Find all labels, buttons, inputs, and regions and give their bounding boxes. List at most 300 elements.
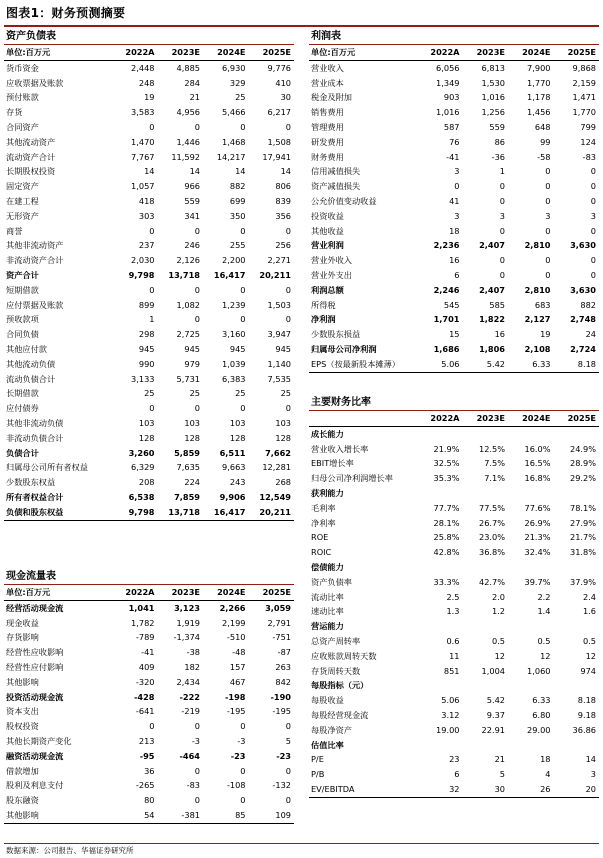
section-header-row (309, 426, 599, 441)
cell-value: 248 (138, 77, 155, 88)
table-row (4, 150, 294, 165)
income-statement-table (309, 45, 599, 373)
cell-value: 1,782 (131, 617, 155, 628)
cell-value: -38 (186, 647, 200, 658)
cell-value: 78.1% (569, 502, 596, 513)
cell-value: 842 (275, 676, 291, 687)
cell-value: 974 (580, 665, 596, 676)
cell-value: 21.7% (569, 532, 596, 543)
table-row (309, 238, 599, 253)
header-year: 2025E (249, 45, 295, 60)
cell-value: 1,082 (176, 299, 200, 310)
cell-value: 0 (240, 795, 246, 806)
cell-value: 9,776 (267, 62, 291, 73)
row-label: 流动比率 (311, 591, 344, 602)
cell-value: 7,535 (267, 373, 291, 384)
cell-value: 0 (149, 121, 155, 132)
cell-value: 30 (463, 782, 509, 797)
cell-value (463, 619, 509, 634)
row-label: 存货影响 (6, 632, 39, 643)
cell-value: 0 (149, 225, 155, 236)
row-label: 长期借款 (6, 388, 39, 399)
cell-value: 799 (580, 121, 596, 132)
cell-value: 11,592 (171, 151, 200, 162)
table-row (309, 708, 599, 723)
cell-value: 7,859 (174, 491, 200, 502)
table-row (4, 179, 294, 194)
cell-value: 32.4% (524, 547, 551, 558)
cell-value: 0 (194, 284, 200, 295)
section-header-row (309, 560, 599, 575)
cell-value: 17,941 (262, 151, 291, 162)
cell-value: 6,511 (219, 447, 246, 458)
row-label: 研发费用 (311, 136, 344, 147)
income-statement-title: 利润表 (311, 31, 341, 42)
table-row (4, 268, 294, 283)
table-row (4, 446, 294, 461)
table-row (309, 516, 599, 531)
cell-value: 23 (449, 754, 460, 765)
section-header-row (309, 486, 599, 501)
row-label: 每股收益 (311, 695, 344, 706)
row-label: 营运能力 (311, 621, 344, 632)
cell-value: 255 (229, 240, 246, 251)
cash-flow-panel (4, 570, 294, 824)
cell-value: 6,930 (222, 62, 246, 73)
cell-value: 587 (443, 121, 460, 132)
cell-value: 7.1% (484, 473, 505, 484)
cell-value: 350 (229, 210, 246, 221)
cell-value: 3.12 (441, 709, 460, 720)
cell-value: 3,947 (267, 329, 291, 340)
row-label: 资产减值损失 (311, 181, 361, 192)
cell-value: 33.3% (433, 576, 460, 587)
table-row (309, 649, 599, 664)
table-row (309, 634, 599, 649)
cell-value: 28.9% (569, 458, 596, 469)
cell-value: -198 (225, 691, 246, 702)
row-label: 营业外收入 (311, 255, 352, 266)
row-label: 利润总额 (311, 284, 344, 295)
cell-value: 1,470 (131, 136, 155, 147)
row-label: 毛利率 (311, 502, 336, 513)
cell-value: 2.2 (537, 591, 551, 602)
header-year: 2025E (249, 585, 295, 600)
cell-value: 7.5% (484, 458, 505, 469)
cell-value: 699 (229, 195, 246, 206)
row-label: 合同资产 (6, 121, 39, 132)
row-label: 股利及利息支付 (6, 780, 64, 791)
table-row (4, 675, 294, 690)
cell-value: -3 (191, 735, 200, 746)
cell-value: -464 (179, 750, 200, 761)
table-header-row (4, 585, 294, 600)
cell-value: 2,407 (479, 284, 505, 295)
row-label: 其他长期资产变化 (6, 735, 72, 746)
header-year: 2024E (203, 45, 249, 60)
cell-value (417, 678, 463, 693)
table-row (4, 298, 294, 313)
row-label: 经营性应付影响 (6, 661, 64, 672)
cell-value: -381 (158, 808, 204, 823)
header-year: 2024E (508, 411, 554, 426)
cell-value: 1,256 (481, 107, 505, 118)
cell-value: 0 (240, 765, 246, 776)
cell-value: 303 (138, 210, 155, 221)
cell-value: 1,471 (572, 92, 596, 103)
cell-value: 0 (240, 314, 246, 325)
cell-value: 54 (112, 808, 158, 823)
row-label: 投资活动现金流 (6, 691, 64, 702)
table-row (4, 616, 294, 631)
cell-value: -108 (226, 780, 246, 791)
cell-value: 0 (499, 255, 505, 266)
cell-value: 76 (449, 136, 460, 147)
table-row (309, 150, 599, 165)
table-row (309, 90, 599, 105)
cell-value: 41 (449, 195, 460, 206)
cell-value: 0 (590, 225, 596, 236)
cell-value: 128 (275, 432, 291, 443)
row-label: 其他收益 (311, 225, 344, 236)
row-label: 非流动负债合计 (6, 432, 64, 443)
cell-value: 237 (138, 240, 155, 251)
row-label: 无形资产 (6, 210, 39, 221)
table-row (4, 505, 294, 520)
cell-value: 0 (545, 195, 551, 206)
row-label: 获利能力 (311, 487, 344, 498)
row-label: P/B (311, 769, 325, 780)
row-label: ROIC (311, 547, 332, 558)
table-row (4, 401, 294, 416)
cell-value: 77.7% (433, 502, 460, 513)
row-label: 其他流动资产 (6, 136, 56, 147)
cell-value: 0 (149, 284, 155, 295)
cell-value: 0 (285, 765, 291, 776)
cell-value: 2,810 (524, 284, 551, 295)
cell-value: 0 (194, 225, 200, 236)
cell-value: 18 (449, 225, 460, 236)
header-year: 2023E (158, 585, 204, 600)
cell-value: 3,260 (128, 447, 155, 458)
cell-value: 21.9% (433, 443, 460, 454)
cell-value: 839 (275, 195, 291, 206)
cell-value: 20,211 (249, 505, 295, 520)
cell-value: 945 (184, 343, 200, 354)
cell-value: 18 (540, 754, 551, 765)
cell-value (463, 486, 509, 501)
cell-value: 7,635 (176, 462, 200, 473)
cell-value: 2.0 (491, 591, 505, 602)
cell-value: 1,806 (479, 343, 505, 354)
cell-value: 29.00 (527, 724, 551, 735)
cell-value: 3,123 (174, 602, 200, 613)
cell-value: 0 (499, 181, 505, 192)
table-row (4, 135, 294, 150)
cell-value (463, 560, 509, 575)
income-statement-panel (309, 30, 599, 373)
table-row (309, 253, 599, 268)
header-unit-label: 单位:百万元 (309, 45, 417, 60)
cash-flow-table (4, 585, 294, 824)
cell-value: -751 (272, 632, 291, 643)
row-label: 投资收益 (311, 210, 344, 221)
cell-value: 5,466 (222, 107, 246, 118)
cell-value: 851 (443, 665, 460, 676)
cell-value (417, 560, 463, 575)
table-row (309, 782, 599, 797)
table-row (309, 693, 599, 708)
cell-value: 1,060 (527, 665, 551, 676)
table-row (4, 164, 294, 179)
cell-value: -83 (582, 151, 596, 162)
row-label: 资本支出 (6, 706, 39, 717)
cell-value: 85 (203, 808, 249, 823)
cell-value: 6.33 (532, 695, 551, 706)
row-label: 存货 (6, 107, 23, 118)
cell-value: 25 (235, 92, 246, 103)
row-label: 合同负债 (6, 329, 39, 340)
cell-value (508, 426, 554, 441)
cash-flow-title: 现金流量表 (6, 571, 56, 582)
cell-value: 2,266 (219, 602, 246, 613)
row-label: 经营性应收影响 (6, 647, 64, 658)
cell-value: -48 (232, 647, 246, 658)
cell-value: 5 (499, 769, 505, 780)
cell-value: 1,770 (527, 77, 551, 88)
row-label: 少数股东损益 (311, 329, 361, 340)
table-row (309, 456, 599, 471)
section-header-row (309, 678, 599, 693)
cell-value: 128 (229, 432, 246, 443)
cell-value: 16,417 (213, 269, 246, 280)
cell-value: 243 (229, 477, 246, 488)
cell-value (463, 426, 509, 441)
ratios-table (309, 411, 599, 798)
cell-value: 0 (590, 181, 596, 192)
cell-value: 99 (540, 136, 551, 147)
header-year: 2023E (463, 411, 509, 426)
table-row (4, 793, 294, 808)
row-label: 营业收入 (311, 62, 344, 73)
table-row (309, 723, 599, 738)
table-row (4, 386, 294, 401)
cell-value: 12,549 (259, 491, 291, 502)
table-row (309, 209, 599, 224)
header-year: 2024E (203, 585, 249, 600)
cell-value: 28.1% (433, 517, 460, 528)
cell-value: 0 (590, 166, 596, 177)
cell-value: 0 (499, 269, 505, 280)
cell-value: -41 (141, 647, 155, 658)
cell-value: 882 (580, 299, 596, 310)
cell-value: 1.2 (491, 606, 505, 617)
cell-value: 0 (240, 403, 246, 414)
cell-value: 12.5% (478, 443, 505, 454)
cell-value: 109 (249, 808, 295, 823)
cell-value (417, 619, 463, 634)
cell-value: -41 (446, 151, 460, 162)
cell-value: 0 (545, 255, 551, 266)
row-label: 现金收益 (6, 617, 39, 628)
row-label: 所有者权益合计 (6, 491, 64, 502)
cell-value: 298 (138, 329, 155, 340)
cell-value: 945 (229, 343, 246, 354)
row-label: 长期股权投资 (6, 166, 56, 177)
cell-value: 1,701 (433, 314, 460, 325)
cell-value: 990 (138, 358, 155, 369)
row-label: 信用减值损失 (311, 166, 361, 177)
cell-value: 1,919 (176, 617, 200, 628)
cell-value: 1,178 (527, 92, 551, 103)
cell-value: 1,041 (128, 602, 155, 613)
cell-value: 4,956 (176, 107, 200, 118)
cell-value: -3 (237, 735, 246, 746)
cell-value: 19 (144, 92, 155, 103)
cell-value: 1,503 (267, 299, 291, 310)
cell-value: 21 (494, 754, 505, 765)
row-label: 营业利润 (311, 240, 344, 251)
header-year: 2022A (112, 585, 158, 600)
cell-value: 7,767 (131, 151, 155, 162)
cell-value: 0 (285, 121, 291, 132)
table-row (309, 312, 599, 327)
cell-value: 24 (585, 329, 596, 340)
cell-value: 25 (189, 388, 200, 399)
cell-value: 21 (189, 92, 200, 103)
cell-value: 4,885 (176, 62, 200, 73)
cell-value: 36.86 (572, 724, 596, 735)
cell-value (463, 738, 509, 753)
cell-value: 0 (285, 403, 291, 414)
row-label: 所得税 (311, 299, 336, 310)
cell-value: 1.4 (537, 606, 551, 617)
cell-value: 559 (489, 121, 505, 132)
cell-value: 6,813 (481, 62, 505, 73)
cell-value: 8.18 (554, 357, 600, 372)
cell-value: 6 (454, 769, 460, 780)
row-label: 净利润 (311, 314, 336, 325)
row-label: 负债和股东权益 (4, 505, 112, 520)
table-row (4, 90, 294, 105)
row-label: 存货周转天数 (311, 665, 361, 676)
cell-value: 182 (184, 661, 200, 672)
header-year: 2022A (417, 45, 463, 60)
table-row (309, 442, 599, 457)
cell-value: 2,271 (267, 255, 291, 266)
table-row (4, 600, 294, 615)
cell-value: 1.6 (582, 606, 596, 617)
cell-value: 14,217 (216, 151, 246, 162)
cell-value: 103 (184, 417, 200, 428)
row-label: 预收款项 (6, 314, 39, 325)
table-row (309, 224, 599, 239)
table-row (309, 664, 599, 679)
table-row (4, 209, 294, 224)
table-row (309, 767, 599, 782)
row-label: P/E (311, 754, 324, 765)
cell-value: 3 (454, 210, 460, 221)
cell-value: 410 (275, 77, 291, 88)
cell-value: 0.5 (582, 635, 596, 646)
cell-value: 0 (240, 225, 246, 236)
cell-value: 806 (275, 181, 291, 192)
row-label: 经营活动现金流 (6, 602, 64, 613)
cell-value: 16.5% (524, 458, 551, 469)
cell-value: 6.33 (508, 357, 554, 372)
row-label: 净利率 (311, 517, 336, 528)
row-label: 财务费用 (311, 151, 344, 162)
cell-value: 1,016 (436, 107, 460, 118)
cell-value: 329 (229, 77, 246, 88)
table-row (4, 238, 294, 253)
cell-value: 0 (240, 121, 246, 132)
cell-value: 39.7% (524, 576, 551, 587)
cell-value: 0 (194, 795, 200, 806)
cell-value: 77.5% (478, 502, 505, 513)
cell-value: 0 (499, 195, 505, 206)
row-label: EPS（按最新股本摊薄） (309, 357, 417, 372)
cell-value: 32 (417, 782, 463, 797)
row-label: 非流动资产合计 (6, 255, 64, 266)
cell-value: 2,791 (267, 617, 291, 628)
cell-value: 3,133 (131, 373, 155, 384)
table-row (4, 120, 294, 135)
table-row (4, 690, 294, 705)
cell-value: 157 (229, 661, 246, 672)
table-row (4, 372, 294, 387)
cell-value: 14 (585, 754, 596, 765)
cell-value: 3 (454, 166, 460, 177)
cell-value: 0 (285, 795, 291, 806)
cell-value: 1,446 (176, 136, 200, 147)
row-label: 资产合计 (6, 269, 39, 280)
row-label: 每股经营现金流 (311, 709, 369, 720)
table-row (309, 283, 599, 298)
row-label: 融资活动现金流 (6, 750, 64, 761)
cell-value: 2.5 (446, 591, 460, 602)
cell-value: 6,538 (128, 491, 155, 502)
cell-value: 3 (499, 210, 505, 221)
cell-value: 1,468 (222, 136, 246, 147)
cell-value: 25 (144, 388, 155, 399)
cell-value: 0.6 (446, 635, 460, 646)
cell-value: 19.00 (436, 724, 460, 735)
cell-value: 0 (285, 314, 291, 325)
cell-value: -265 (135, 780, 155, 791)
cell-value: 0 (149, 403, 155, 414)
cell-value: 24.9% (569, 443, 596, 454)
cell-value: 7,900 (527, 62, 551, 73)
cell-value: 27.9% (569, 517, 596, 528)
cell-value: 3,630 (570, 284, 596, 295)
cell-value: 5.06 (441, 695, 460, 706)
cell-value: 0.5 (537, 635, 551, 646)
table-header-row (4, 45, 294, 60)
cell-value: 0 (240, 284, 246, 295)
cell-value: 3 (590, 210, 596, 221)
cell-value: 23.0% (478, 532, 505, 543)
cell-value: 20 (554, 782, 600, 797)
row-label: 税金及附加 (311, 92, 352, 103)
cell-value: 2,434 (176, 676, 200, 687)
cell-value: 0.5 (491, 635, 505, 646)
table-row (309, 357, 599, 372)
cell-value: 25.8% (433, 532, 460, 543)
table-row (4, 704, 294, 719)
cell-value (508, 738, 554, 753)
cell-value: 14 (189, 166, 200, 177)
